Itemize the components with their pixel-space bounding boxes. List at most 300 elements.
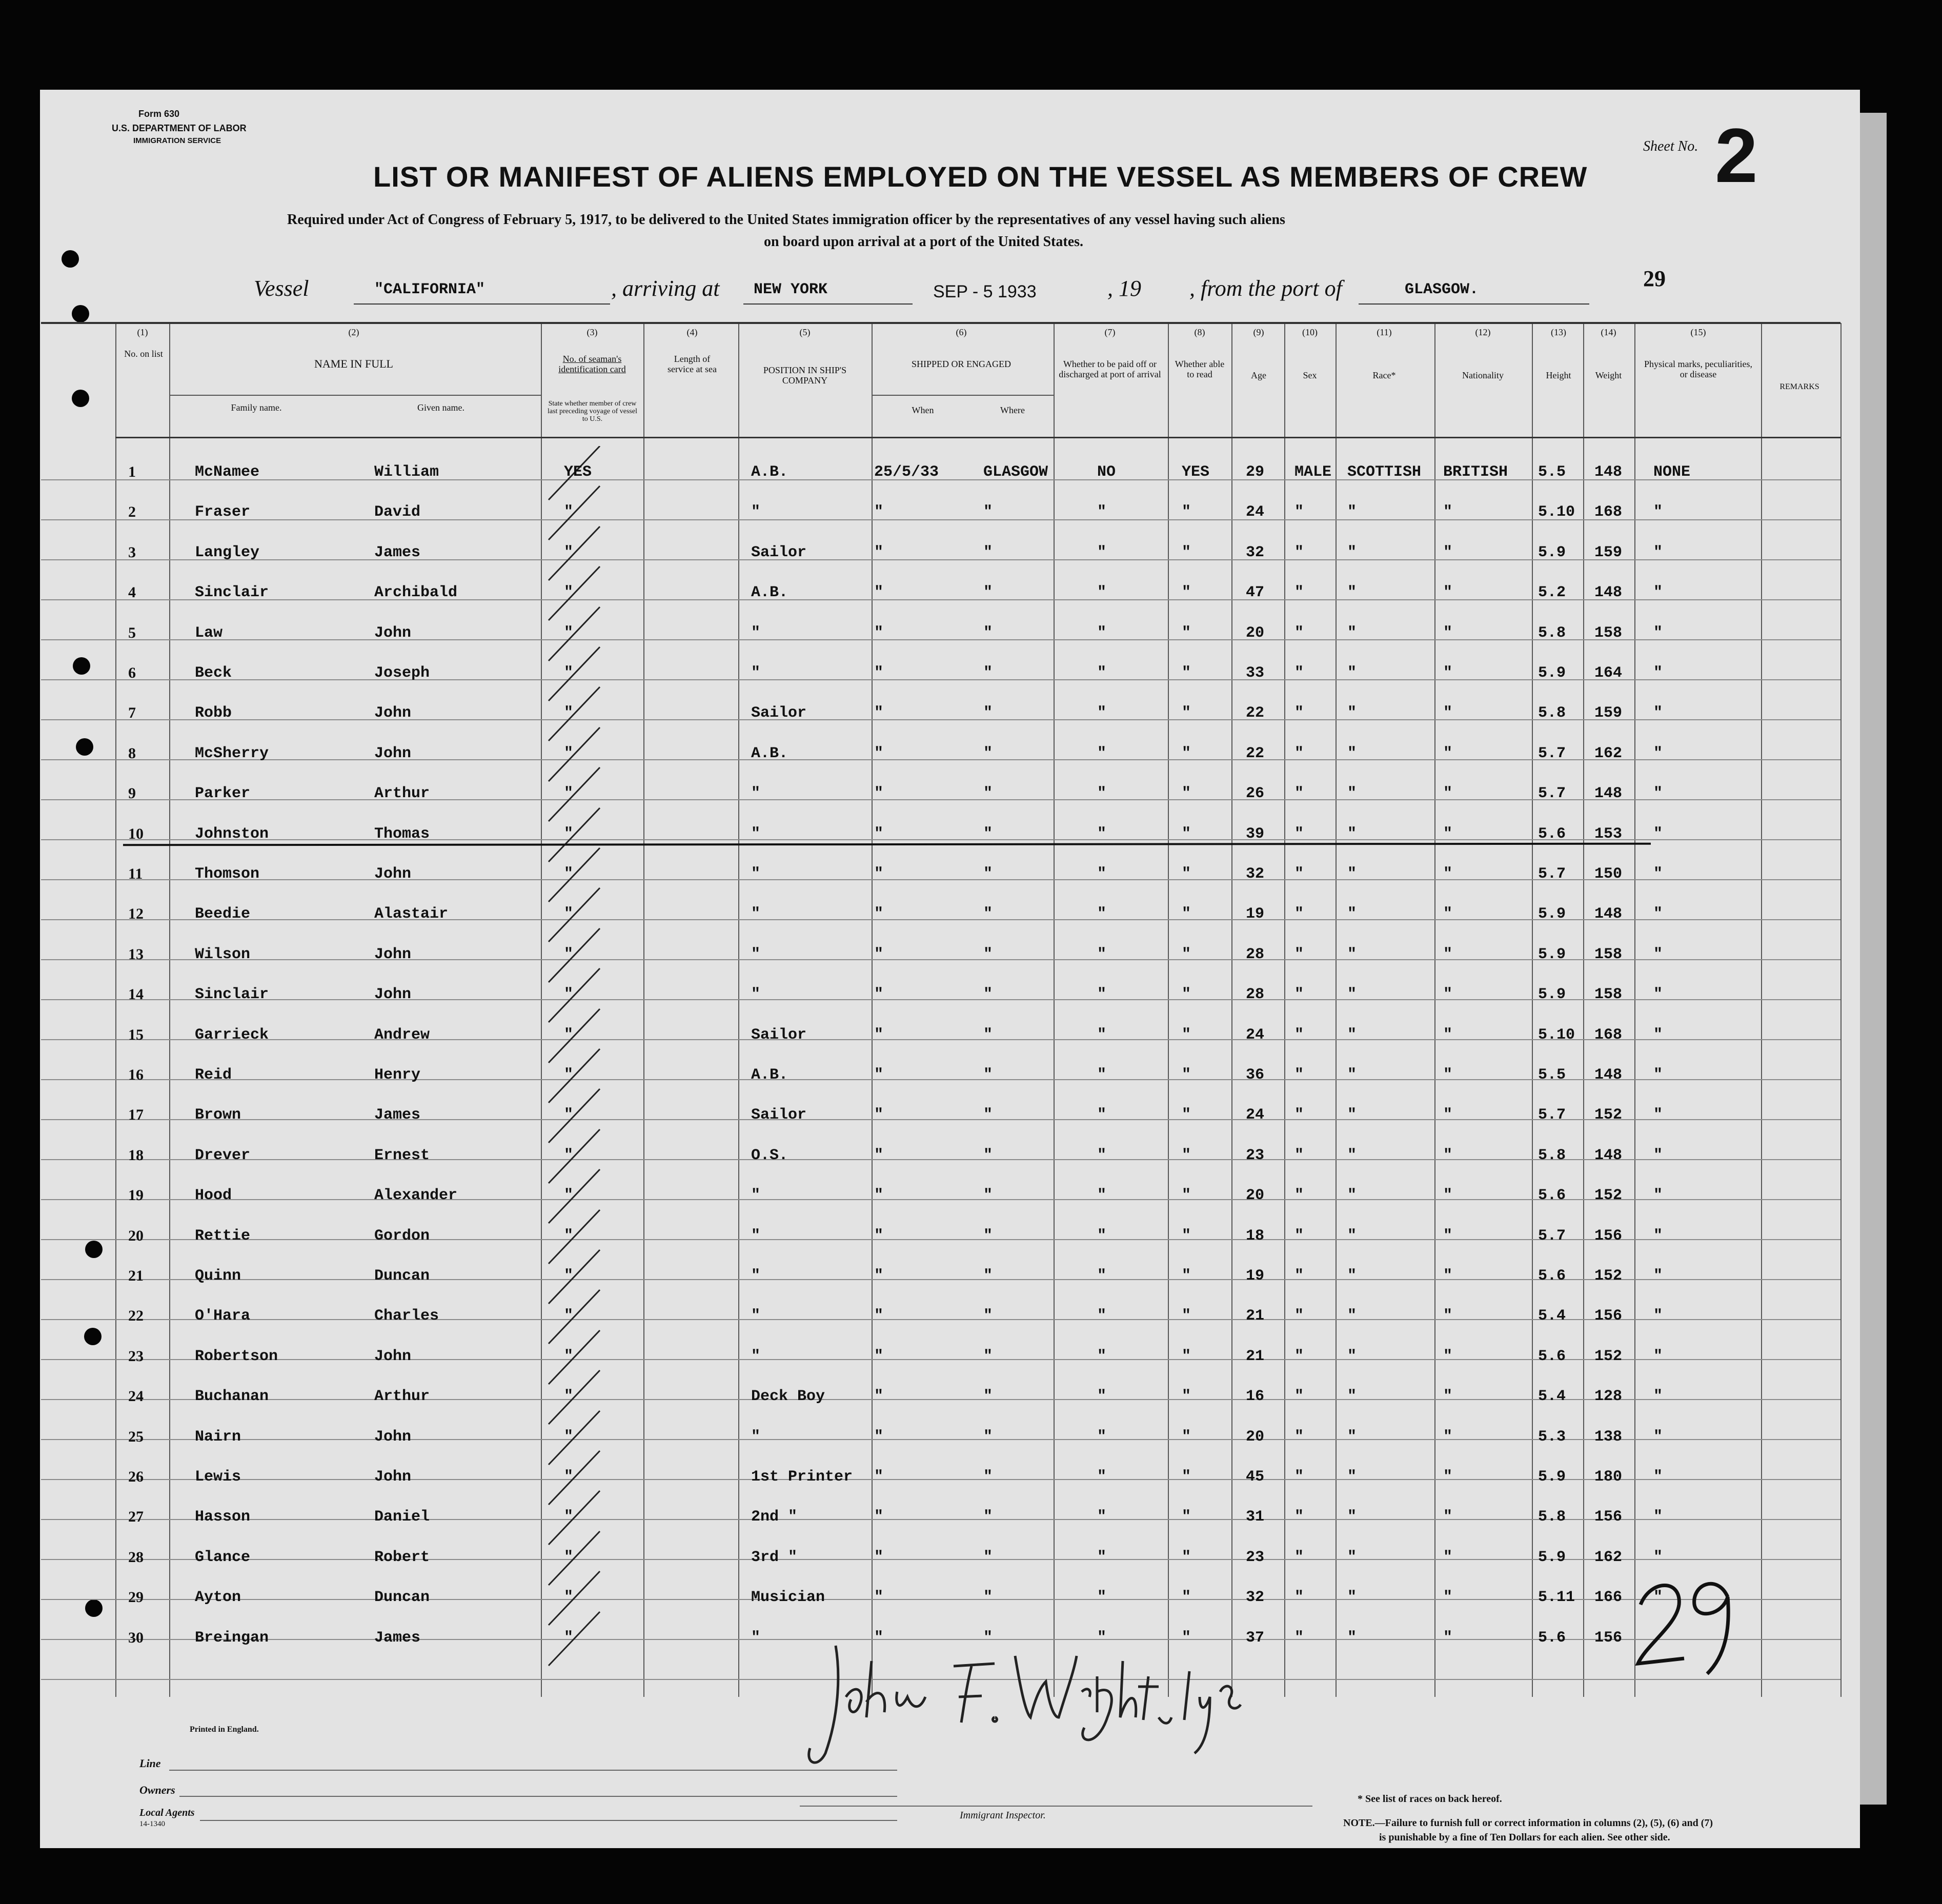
cell-paid-off: " xyxy=(1097,905,1107,923)
cell-nationality: " xyxy=(1443,704,1453,722)
col-header-remarks: REMARKS xyxy=(1779,382,1819,391)
cell-physical-marks: " xyxy=(1653,584,1663,601)
cell-family-name: Thomson xyxy=(195,865,260,883)
cell-id-card: " xyxy=(564,624,574,642)
cell-shipped-where: " xyxy=(983,624,993,642)
cell-family-name: Sinclair xyxy=(195,986,269,1003)
cell-paid-off: " xyxy=(1097,1428,1107,1446)
local-agents-field xyxy=(200,1820,897,1821)
col-num: (2) xyxy=(348,327,359,337)
cell-nationality: " xyxy=(1443,1388,1453,1405)
cell-age: 28 xyxy=(1246,946,1265,963)
service-label: IMMIGRATION SERVICE xyxy=(133,136,221,145)
cell-given-name: Archibald xyxy=(374,584,458,601)
sheet-number: 2 xyxy=(1715,112,1758,198)
cell-height: 5.8 xyxy=(1538,704,1566,722)
cell-given-name: Alexander xyxy=(374,1187,458,1204)
cell-family-name: McSherry xyxy=(195,745,269,762)
cell-able-to-read: " xyxy=(1182,1026,1191,1044)
cell-row-number: 21 xyxy=(128,1267,144,1284)
cell-height: 5.4 xyxy=(1538,1388,1566,1405)
cell-nationality: " xyxy=(1443,1187,1453,1204)
col-num: (3) xyxy=(586,327,598,337)
cell-paid-off: " xyxy=(1097,1267,1107,1285)
cell-race: " xyxy=(1347,1267,1357,1285)
cell-able-to-read: " xyxy=(1182,1147,1191,1164)
cell-shipped-when: " xyxy=(874,624,884,642)
cell-able-to-read: " xyxy=(1182,503,1191,521)
cell-shipped-when: " xyxy=(874,825,884,843)
cell-paid-off: " xyxy=(1097,825,1107,843)
col-num: (1) xyxy=(137,327,148,337)
cell-shipped-when: " xyxy=(874,785,884,802)
table-row xyxy=(0,1416,1942,1456)
cell-id-card: " xyxy=(564,825,574,843)
col-num: (14) xyxy=(1601,327,1616,337)
cell-given-name: Duncan xyxy=(374,1267,430,1285)
cell-shipped-where: " xyxy=(983,865,993,883)
cell-physical-marks: " xyxy=(1653,1468,1663,1486)
cell-race: " xyxy=(1347,1066,1357,1084)
col-num: (11) xyxy=(1377,327,1392,337)
table-row xyxy=(0,934,1942,974)
cell-race: " xyxy=(1347,1629,1357,1647)
cell-family-name: Beedie xyxy=(195,905,251,923)
cell-id-card: " xyxy=(564,704,574,722)
cell-age: 23 xyxy=(1246,1549,1265,1566)
cell-shipped-where: " xyxy=(983,1066,993,1084)
cell-family-name: Nairn xyxy=(195,1428,241,1446)
cell-sex: " xyxy=(1294,905,1304,923)
cell-row-number: 27 xyxy=(128,1508,144,1525)
cell-weight: 153 xyxy=(1594,825,1623,843)
cell-paid-off: " xyxy=(1097,745,1107,762)
cell-row-number: 4 xyxy=(128,584,136,601)
line-label: Line xyxy=(139,1757,161,1770)
cell-physical-marks: " xyxy=(1653,1106,1663,1124)
cell-able-to-read: " xyxy=(1182,1629,1191,1647)
cell-position: " xyxy=(751,905,761,923)
page-title: LIST OR MANIFEST OF ALIENS EMPLOYED ON THE VESSEL AS MEMBERS OF CREW xyxy=(373,160,1588,193)
cell-height: 5.6 xyxy=(1538,1187,1566,1204)
date-stamp: SEP - 5 1933 xyxy=(933,282,1037,301)
cell-paid-off: " xyxy=(1097,1468,1107,1486)
cell-row-number: 19 xyxy=(128,1187,144,1204)
table-row xyxy=(0,853,1942,893)
table-row xyxy=(0,572,1942,612)
col-header-nationality: Nationality xyxy=(1462,370,1504,380)
cell-paid-off: " xyxy=(1097,664,1107,682)
cell-paid-off: " xyxy=(1097,1589,1107,1606)
cell-nationality: " xyxy=(1443,785,1453,802)
cell-able-to-read: YES xyxy=(1182,463,1210,481)
cell-nationality: " xyxy=(1443,865,1453,883)
cell-physical-marks: " xyxy=(1653,1187,1663,1204)
cell-age: 18 xyxy=(1246,1227,1265,1245)
cell-nationality: " xyxy=(1443,905,1453,923)
cell-weight: 156 xyxy=(1594,1227,1623,1245)
table-row xyxy=(0,1054,1942,1094)
cell-height: 5.7 xyxy=(1538,745,1566,762)
cell-age: 33 xyxy=(1246,664,1265,682)
table-row xyxy=(0,1094,1942,1134)
cell-weight: 152 xyxy=(1594,1187,1623,1204)
subheader-divider xyxy=(169,395,541,396)
col-header-weight: Weight xyxy=(1595,370,1622,380)
col-header-age: Age xyxy=(1251,370,1266,380)
cell-age: 39 xyxy=(1246,825,1265,843)
cell-height: 5.7 xyxy=(1538,785,1566,802)
cell-family-name: Quinn xyxy=(195,1267,241,1285)
col-header-race: Race* xyxy=(1372,370,1396,380)
cell-row-number: 24 xyxy=(128,1388,144,1405)
cell-age: 31 xyxy=(1246,1508,1265,1526)
cell-id-card: " xyxy=(564,1629,574,1647)
cell-shipped-when: " xyxy=(874,1066,884,1084)
cell-position: " xyxy=(751,865,761,883)
cell-race: " xyxy=(1347,1307,1357,1325)
vessel-crew-count: 29 xyxy=(1643,266,1666,291)
cell-nationality: " xyxy=(1443,1589,1453,1606)
cell-position: " xyxy=(751,1428,761,1446)
cell-race: " xyxy=(1347,785,1357,802)
cell-shipped-where: " xyxy=(983,1348,993,1365)
cell-race: " xyxy=(1347,1227,1357,1245)
cell-shipped-where: " xyxy=(983,785,993,802)
cell-height: 5.9 xyxy=(1538,1468,1566,1486)
cell-able-to-read: " xyxy=(1182,1589,1191,1606)
cell-shipped-where: " xyxy=(983,584,993,601)
col-num: (12) xyxy=(1475,327,1491,337)
cell-position: Deck Boy xyxy=(751,1388,825,1405)
cell-row-number: 20 xyxy=(128,1227,144,1244)
col-num: (9) xyxy=(1253,327,1264,337)
cell-weight: 152 xyxy=(1594,1348,1623,1365)
cell-paid-off: " xyxy=(1097,986,1107,1003)
inspector-label: Immigrant Inspector. xyxy=(960,1810,1046,1821)
cell-height: 5.9 xyxy=(1538,1549,1566,1566)
cell-paid-off: " xyxy=(1097,1508,1107,1526)
cell-row-number: 17 xyxy=(128,1106,144,1123)
cell-row-number: 12 xyxy=(128,905,144,922)
cell-paid-off: " xyxy=(1097,503,1107,521)
cell-row-number: 3 xyxy=(128,544,136,561)
cell-row-number: 15 xyxy=(128,1026,144,1043)
cell-position: Sailor xyxy=(751,544,807,561)
cell-weight: 162 xyxy=(1594,1549,1623,1566)
cell-position: " xyxy=(751,1187,761,1204)
table-row xyxy=(0,1496,1942,1536)
cell-family-name: Fraser xyxy=(195,503,251,521)
cell-shipped-when: " xyxy=(874,1348,884,1365)
cell-family-name: Langley xyxy=(195,544,260,561)
cell-shipped-when: " xyxy=(874,1187,884,1204)
table-row xyxy=(0,1215,1942,1255)
cell-given-name: Gordon xyxy=(374,1227,430,1245)
cell-given-name: John xyxy=(374,1468,412,1486)
cell-age: 20 xyxy=(1246,1187,1265,1204)
col-header-marks: Physical marks, peculiarities, or disease xyxy=(1644,359,1752,379)
cell-weight: 180 xyxy=(1594,1468,1623,1486)
cell-family-name: Rettie xyxy=(195,1227,251,1245)
cell-shipped-where: " xyxy=(983,1388,993,1405)
cell-sex: " xyxy=(1294,986,1304,1003)
cell-age: 37 xyxy=(1246,1629,1265,1647)
cell-id-card: " xyxy=(564,1508,574,1526)
cell-nationality: " xyxy=(1443,503,1453,521)
cell-sex: " xyxy=(1294,1428,1304,1446)
table-row xyxy=(0,1135,1942,1174)
cell-position: Musician xyxy=(751,1589,825,1606)
cell-weight: 148 xyxy=(1594,584,1623,601)
cell-family-name: Garrieck xyxy=(195,1026,269,1044)
col-header-where: Where xyxy=(1000,405,1025,415)
cell-shipped-where: " xyxy=(983,986,993,1003)
cell-nationality: " xyxy=(1443,1508,1453,1526)
cell-shipped-when: " xyxy=(874,664,884,682)
cell-able-to-read: " xyxy=(1182,704,1191,722)
col-num: (10) xyxy=(1302,327,1318,337)
cell-position: " xyxy=(751,1267,761,1285)
cell-position: " xyxy=(751,1227,761,1245)
subtitle-line-2: on board upon arrival at a port of the United States. xyxy=(764,234,1084,250)
cell-row-number: 11 xyxy=(128,865,143,882)
cell-sex: MALE xyxy=(1294,463,1332,481)
cell-given-name: Arthur xyxy=(374,1388,430,1405)
cell-sex: " xyxy=(1294,1307,1304,1325)
cell-age: 32 xyxy=(1246,544,1265,561)
cell-shipped-where: " xyxy=(983,1629,993,1647)
cell-family-name: Wilson xyxy=(195,946,251,963)
cell-able-to-read: " xyxy=(1182,1066,1191,1084)
cell-sex: " xyxy=(1294,1106,1304,1124)
cell-sex: " xyxy=(1294,1227,1304,1245)
cell-sex: " xyxy=(1294,1549,1304,1566)
cell-age: 29 xyxy=(1246,463,1265,481)
cell-race: " xyxy=(1347,1106,1357,1124)
cell-row-number: 30 xyxy=(128,1629,144,1646)
cell-position: O.S. xyxy=(751,1147,788,1164)
cell-position: " xyxy=(751,825,761,843)
cell-shipped-where: " xyxy=(983,544,993,561)
table-row xyxy=(0,1174,1942,1214)
cell-family-name: O'Hara xyxy=(195,1307,251,1325)
subheader-divider xyxy=(872,395,1054,396)
cell-row-number: 9 xyxy=(128,785,136,802)
cell-age: 19 xyxy=(1246,1267,1265,1285)
cell-id-card: " xyxy=(564,745,574,762)
cell-able-to-read: " xyxy=(1182,1348,1191,1365)
cell-family-name: Robertson xyxy=(195,1348,278,1365)
cell-shipped-where: " xyxy=(983,1307,993,1325)
cell-shipped-when: " xyxy=(874,1227,884,1245)
arriving-label: , arriving at xyxy=(611,276,720,301)
cell-nationality: " xyxy=(1443,1629,1453,1647)
cell-shipped-when: " xyxy=(874,1549,884,1566)
note-line-1: NOTE.—Failure to furnish full or correct information in columns (2), (5), (6) and (7) xyxy=(1343,1817,1713,1829)
cell-shipped-when: " xyxy=(874,704,884,722)
form-number: Form 630 xyxy=(138,109,180,119)
cell-physical-marks: " xyxy=(1653,905,1663,923)
cell-row-number: 1 xyxy=(128,463,136,480)
cell-row-number: 7 xyxy=(128,704,136,721)
cell-age: 45 xyxy=(1246,1468,1265,1486)
cell-race: " xyxy=(1347,1147,1357,1164)
cell-physical-marks: " xyxy=(1653,825,1663,843)
cell-nationality: " xyxy=(1443,544,1453,561)
cell-id-card: " xyxy=(564,1307,574,1325)
col-header-family-name: Family name. xyxy=(231,402,282,413)
cell-height: 5.9 xyxy=(1538,986,1566,1003)
cell-physical-marks: " xyxy=(1653,946,1663,963)
cell-nationality: " xyxy=(1443,745,1453,762)
table-row xyxy=(0,1295,1942,1335)
cell-race: " xyxy=(1347,664,1357,682)
cell-weight: 148 xyxy=(1594,785,1623,802)
cell-paid-off: " xyxy=(1097,1026,1107,1044)
cell-shipped-when: " xyxy=(874,1508,884,1526)
cell-row-number: 28 xyxy=(128,1549,144,1566)
cell-nationality: " xyxy=(1443,1468,1453,1486)
binder-hole xyxy=(62,250,79,268)
cell-able-to-read: " xyxy=(1182,624,1191,642)
cell-family-name: Law xyxy=(195,624,223,642)
vessel-label: Vessel xyxy=(254,276,309,301)
cell-able-to-read: " xyxy=(1182,905,1191,923)
cell-weight: 158 xyxy=(1594,624,1623,642)
cell-shipped-where: " xyxy=(983,1428,993,1446)
cell-row-number: 18 xyxy=(128,1147,144,1164)
cell-shipped-when: " xyxy=(874,503,884,521)
cell-age: 21 xyxy=(1246,1307,1265,1325)
vessel-name-underline xyxy=(354,303,610,305)
cell-paid-off: " xyxy=(1097,584,1107,601)
cell-physical-marks: " xyxy=(1653,1066,1663,1084)
cell-id-card: " xyxy=(564,946,574,963)
cell-age: 28 xyxy=(1246,986,1265,1003)
cell-able-to-read: " xyxy=(1182,544,1191,561)
cell-age: 24 xyxy=(1246,1106,1265,1124)
col-header-paid-off: Whether to be paid off or discharged at port of arrival xyxy=(1059,359,1161,379)
table-row xyxy=(0,652,1942,692)
cell-paid-off: " xyxy=(1097,946,1107,963)
cell-height: 5.9 xyxy=(1538,664,1566,682)
cell-race: " xyxy=(1347,905,1357,923)
cell-height: 5.2 xyxy=(1538,584,1566,601)
cell-height: 5.3 xyxy=(1538,1428,1566,1446)
cell-id-card: " xyxy=(564,664,574,682)
cell-weight: 148 xyxy=(1594,1066,1623,1084)
cell-height: 5.4 xyxy=(1538,1307,1566,1325)
cell-id-card: " xyxy=(564,1106,574,1124)
cell-row-number: 16 xyxy=(128,1066,144,1083)
cell-family-name: Beck xyxy=(195,664,232,682)
cell-sex: " xyxy=(1294,1026,1304,1044)
cell-weight: 158 xyxy=(1594,986,1623,1003)
vessel-name: "CALIFORNIA" xyxy=(374,281,486,298)
cell-shipped-when: " xyxy=(874,544,884,561)
cell-paid-off: " xyxy=(1097,1307,1107,1325)
cell-age: 22 xyxy=(1246,704,1265,722)
cell-sex: " xyxy=(1294,946,1304,963)
cell-able-to-read: " xyxy=(1182,745,1191,762)
cell-able-to-read: " xyxy=(1182,1549,1191,1566)
from-port-underline xyxy=(1359,303,1589,305)
cell-given-name: Daniel xyxy=(374,1508,430,1526)
form-code: 14-1340 xyxy=(139,1820,165,1828)
cell-paid-off: " xyxy=(1097,544,1107,561)
cell-physical-marks: " xyxy=(1653,1508,1663,1526)
cell-sex: " xyxy=(1294,1066,1304,1084)
cell-able-to-read: " xyxy=(1182,1267,1191,1285)
cell-nationality: " xyxy=(1443,1307,1453,1325)
cell-position: " xyxy=(751,785,761,802)
cell-age: 36 xyxy=(1246,1066,1265,1084)
cell-given-name: Joseph xyxy=(374,664,430,682)
cell-height: 5.5 xyxy=(1538,1066,1566,1084)
cell-shipped-where: " xyxy=(983,1026,993,1044)
cell-physical-marks: " xyxy=(1653,624,1663,642)
col-header-sex: Sex xyxy=(1303,370,1317,380)
table-row xyxy=(0,612,1942,652)
cell-race: " xyxy=(1347,544,1357,561)
cell-row-number: 14 xyxy=(128,986,144,1003)
inspector-signature-drawing xyxy=(790,1615,1251,1779)
cell-able-to-read: " xyxy=(1182,986,1191,1003)
cell-id-card: " xyxy=(564,1187,574,1204)
subtitle-line-1: Required under Act of Congress of February 5, 1917, to be delivered to the United States immigration officer by the representatives of any vessel having such aliens xyxy=(287,212,1285,228)
cell-physical-marks: " xyxy=(1653,1307,1663,1325)
col-header-position: POSITION IN SHIP'S COMPANY xyxy=(763,365,847,386)
cell-shipped-when: " xyxy=(874,1629,884,1647)
cell-paid-off: " xyxy=(1097,1348,1107,1365)
cell-shipped-where: " xyxy=(983,1508,993,1526)
cell-sex: " xyxy=(1294,825,1304,843)
cell-position: 2nd " xyxy=(751,1508,798,1526)
cell-family-name: Reid xyxy=(195,1066,232,1084)
cell-paid-off: " xyxy=(1097,1106,1107,1124)
year-label: , 19 xyxy=(1107,276,1141,301)
cell-nationality: " xyxy=(1443,986,1453,1003)
cell-sex: " xyxy=(1294,1388,1304,1405)
cell-sex: " xyxy=(1294,704,1304,722)
table-row xyxy=(0,773,1942,813)
cell-height: 5.6 xyxy=(1538,1629,1566,1647)
cell-shipped-when: " xyxy=(874,1147,884,1164)
cell-age: 24 xyxy=(1246,503,1265,521)
cell-given-name: William xyxy=(374,463,439,481)
cell-paid-off: " xyxy=(1097,1066,1107,1084)
cell-row-number: 29 xyxy=(128,1589,144,1606)
cell-given-name: John xyxy=(374,704,412,722)
arriving-port-underline xyxy=(743,303,913,305)
cell-height: 5.10 xyxy=(1538,503,1575,521)
cell-nationality: " xyxy=(1443,1026,1453,1044)
cell-shipped-where: " xyxy=(983,905,993,923)
table-row xyxy=(0,1375,1942,1415)
cell-height: 5.9 xyxy=(1538,544,1566,561)
cell-given-name: John xyxy=(374,1348,412,1365)
cell-id-card: " xyxy=(564,503,574,521)
cell-sex: " xyxy=(1294,865,1304,883)
cell-age: 16 xyxy=(1246,1388,1265,1405)
cell-weight: 138 xyxy=(1594,1428,1623,1446)
cell-given-name: Charles xyxy=(374,1307,439,1325)
cell-age: 19 xyxy=(1246,905,1265,923)
cell-shipped-where: " xyxy=(983,704,993,722)
cell-physical-marks: " xyxy=(1653,503,1663,521)
table-row xyxy=(0,1255,1942,1295)
